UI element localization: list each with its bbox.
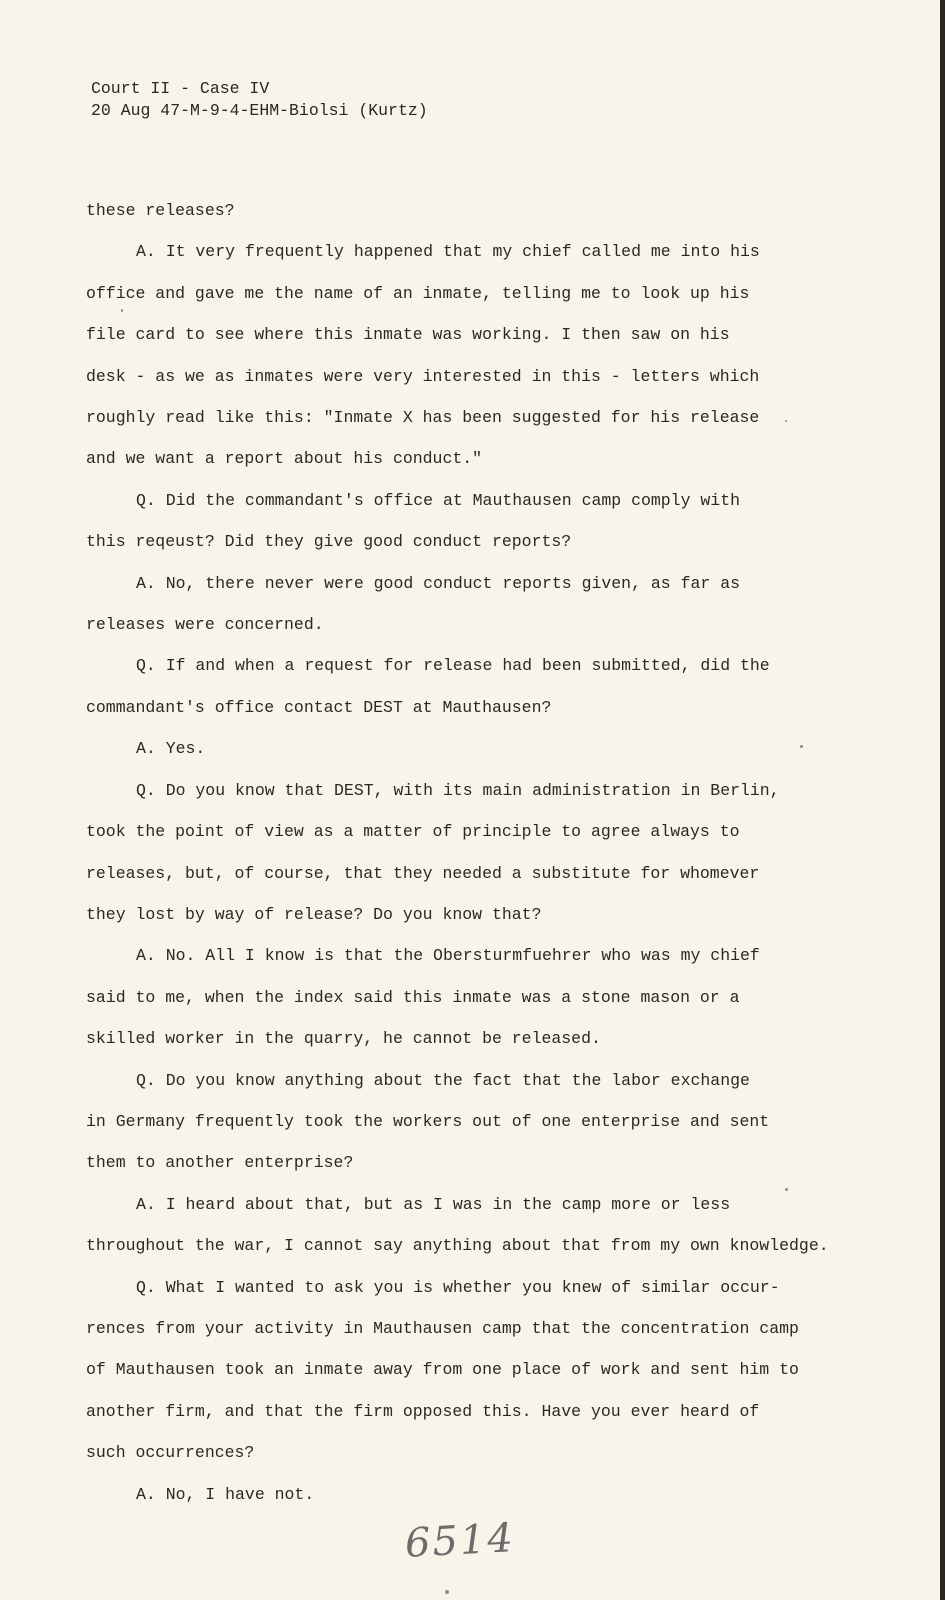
paper-speck: [121, 309, 123, 312]
header-court-case: Court II - Case IV: [91, 79, 270, 98]
transcript-question: Q. What I wanted to ask you is whether you knew of similar occur- rences from your activity in Mauthausen camp that the concentration camp of Mauthausen took an inmate away from one place of work and sent him to another firm, and that the firm opposed this. Have you ever heard of such occurrences?: [86, 1277, 799, 1463]
transcript-answer: A. I heard about that, but as I was in the camp more or less throughout the war, I cannot say anything about that from my own knowledge.: [86, 1194, 829, 1256]
handwritten-page-number: 6514: [403, 1515, 516, 1567]
transcript-answer: A. No, I have not.: [136, 1484, 315, 1504]
paper-speck: [445, 1590, 449, 1594]
header-date-reference: 20 Aug 47-M-9-4-EHM-Biolsi (Kurtz): [91, 101, 428, 120]
transcript-question: Q. If and when a request for release had been submitted, did the commandant's office contact DEST at Mauthausen?: [86, 656, 770, 717]
transcript-answer: A. No. All I know is that the Obersturmfuehrer who was my chief said to me, when the index said this inmate was a stone mason or a skilled worker in the quarry, he cannot be released.: [86, 946, 760, 1049]
paper-speck: [785, 420, 787, 422]
transcript-answer: A. It very frequently happened that my chief called me into his office and gave me the name of an inmate, telling me to look up his file card to see where this inmate was working. I then saw on his desk - as we as inmates were very interested in this - letters which roughly read like this: "Inmate X has been suggested for his release and we want a report about his conduct.": [86, 242, 760, 469]
transcript-paragraph-continuation: these releases?: [86, 201, 235, 220]
transcript-question: Q. Did the commandant's office at Mauthausen camp comply with this reqeust? Did they give good conduct reports?: [86, 490, 740, 552]
transcript-body: [86, 190, 856, 1515]
paper-speck: [800, 745, 803, 748]
transcript-question: Q. Do you know anything about the fact that the labor exchange in Germany frequently took the workers out of one enterprise and sent them to another enterprise?: [86, 1070, 770, 1173]
transcript-question: Q. Do you know that DEST, with its main administration in Berlin, took the point of view as a matter of principle to agree always to releases, but, of course, that they needed a substitute for whomever they lost by way of release? Do you know that?: [86, 780, 780, 924]
transcript-answer: A. Yes.: [136, 739, 206, 759]
document-header: [91, 78, 428, 122]
paper-speck: [785, 1188, 788, 1191]
transcript-answer: A. No, there never were good conduct reports given, as far as releases were concerned.: [86, 573, 740, 635]
